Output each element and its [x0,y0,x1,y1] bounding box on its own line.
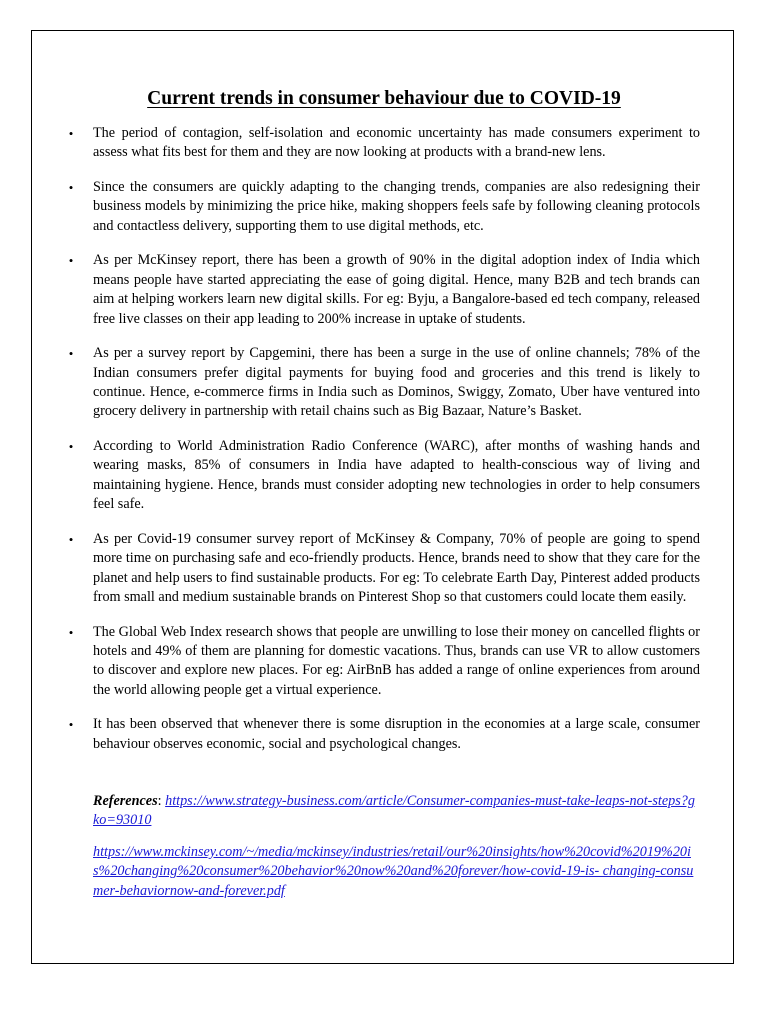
bullet-icon: • [68,531,74,547]
references-separator: : [157,793,166,809]
references-section [93,792,699,913]
bullet-icon: • [68,253,74,269]
bullet-item [66,344,700,422]
bullet-item [66,715,700,754]
bullet-text: The period of contagion, self-isolation and economic uncertainty has made consumers experiment to assess what fits best for them and they are now looking at products with a brand-new lens. [93,125,700,161]
bullet-icon: • [68,346,74,362]
bullet-item [66,623,700,701]
bullet-item [66,251,700,329]
bullet-item [66,178,700,236]
bullet-item [66,530,700,608]
bullet-list [66,124,700,769]
bullet-text: As per a survey report by Capgemini, there has been a surge in the use of online channels; 78% of the Indian consumers prefer digital payments for buying food and groceries and this trend is likely to continue. Hence, e-commerce firms in India such as Dominos, Swiggy, Zomato, Uber have ventured into grocery delivery in partnership with retail chains such as Big Bazaar, Nature’s Basket. [93,345,700,420]
bullet-text: According to World Administration Radio Conference (WARC), after months of washing hands and wearing masks, 85% of consumers in India have adapted to health-conscious way of living and maintaining hygiene. Hence, brands must consider adopting new technologies in order to help consumers feel safe. [93,438,700,513]
bullet-text: Since the consumers are quickly adapting to the changing trends, companies are also redesigning their business models by minimizing the price hike, making shoppers feels safe by following cleaning protocols and contactless delivery, supporting them to use digital methods, etc. [93,179,700,234]
bullet-item [66,437,700,515]
references-label: References [93,793,158,809]
bullet-icon: • [68,126,74,141]
document-title: Current trends in consumer behaviour due to COVID-19 [147,88,621,109]
references-line [93,843,699,901]
bullet-text: The Global Web Index research shows that people are unwilling to lose their money on cancelled flights or hotels and 49% of them are planning for domestic vacations. Thus, brands can use VR to allow customers to discover and explore new places. For eg: AirBnB has added a range of online experiences from around the world allowing people get a virtual experience. [93,623,700,698]
reference-link-2[interactable]: https://www.mckinsey.com/~/media/mckinsey/industries/retail/our%20insights/how%20covid%2019%20is%20changing%20consumer%20behavior%20now%20and%20forever/how-covid-19-is- changing-consumer-behaviornow-and-forever.pdf [93,843,694,899]
reference-link-1[interactable]: https://www.strategy-business.com/article/Consumer-companies-must-take-leaps-not-steps?gko=93010 [93,793,695,829]
references-line [93,792,699,831]
bullet-text: As per McKinsey report, there has been a growth of 90% in the digital adoption index of India which means people have started appreciating the ease of going digital. Hence, many B2B and tech brands can aim at helping workers learn new digital skills. For eg: Byju, a Bangalore-based ed tech company, released free live classes on their app leading to 200% increase in uptake of students. [93,252,700,327]
bullet-text: It has been observed that whenever there is some disruption in the economies at a large scale, consumer behaviour observes economic, social and psychological changes. [93,716,700,752]
bullet-icon: • [68,439,74,455]
bullet-icon: • [68,180,74,195]
bullet-icon: • [68,717,74,733]
bullet-item [66,124,700,163]
bullet-text: As per Covid-19 consumer survey report of McKinsey & Company, 70% of people are going to spend more time on purchasing safe and eco-friendly products. Hence, brands need to show that they care for the planet and help users to find sustainable products. For eg: To celebrate Earth Day, Pinterest added products from small and medium sustainable brands on Pinterest Shop so that customers could locate them easily. [93,530,700,606]
bullet-icon: • [68,624,74,640]
